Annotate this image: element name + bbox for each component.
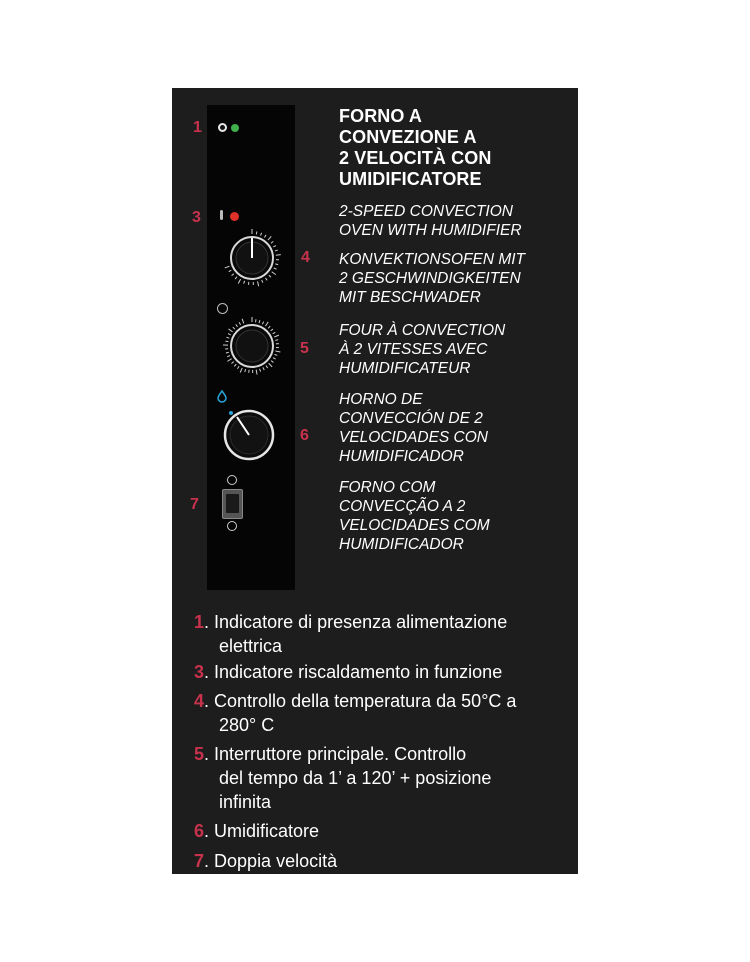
dial-tick bbox=[274, 354, 277, 355]
dial-tick bbox=[274, 268, 277, 269]
dial-tick bbox=[269, 363, 272, 367]
translation-de: KONVEKTIONSOFEN MIT 2 GESCHWINDIGKEITEN MIT BESCHWADER bbox=[339, 251, 526, 306]
dial-tick bbox=[240, 368, 242, 373]
dial-tick bbox=[273, 358, 276, 359]
thermometer-icon bbox=[220, 210, 223, 220]
dial-tick bbox=[271, 361, 273, 363]
legend-item: 1. Indicatore di presenza alimentazione elettrica bbox=[194, 612, 508, 656]
dial-tick bbox=[229, 329, 233, 332]
dial-tick bbox=[226, 352, 229, 353]
dial-tick bbox=[242, 319, 244, 324]
dial-tick bbox=[239, 322, 240, 325]
dial-tick bbox=[275, 340, 278, 341]
dial-tick bbox=[233, 327, 235, 329]
dial-tick bbox=[226, 337, 229, 338]
translation-fr: FOUR À CONVECTION À 2 VITESSES AVEC HUMIDIFICATEUR bbox=[339, 322, 506, 377]
water-drop-icon bbox=[216, 390, 228, 402]
dial-tick bbox=[259, 320, 260, 323]
dial-tick bbox=[273, 246, 276, 247]
dial-tick bbox=[245, 369, 246, 372]
dial-tick bbox=[265, 322, 268, 326]
power-led bbox=[231, 124, 239, 132]
dial-tick bbox=[273, 332, 276, 334]
fan-icon bbox=[227, 475, 237, 485]
dial-tick bbox=[262, 280, 263, 283]
dial-tick bbox=[275, 351, 280, 352]
dial-tick bbox=[265, 278, 267, 280]
panel-number: 6 bbox=[300, 427, 309, 444]
dial-tick bbox=[225, 266, 230, 268]
dial-tick bbox=[274, 335, 279, 337]
translation-es: HORNO DE CONVECCIÓN DE 2 VELOCIDADES CON HUMIDIFICADOR bbox=[339, 391, 489, 465]
legend-item: 5. Interruttore principale. Controllo del tempo da 1’ a 120’ + posizione infinita bbox=[194, 744, 492, 812]
dial-tick bbox=[264, 235, 266, 238]
dial-tick bbox=[271, 329, 273, 331]
dial-tick bbox=[263, 367, 264, 370]
dial-tick bbox=[275, 250, 278, 251]
dial-tick bbox=[261, 233, 262, 236]
panel-number: 3 bbox=[192, 209, 201, 226]
dial-tick bbox=[260, 369, 261, 372]
dial-tick bbox=[238, 279, 240, 283]
dial-tick bbox=[231, 362, 233, 364]
dial-tick bbox=[268, 236, 271, 240]
power-indicator-icon bbox=[218, 123, 227, 132]
dial-tick bbox=[237, 366, 239, 369]
fan-icon bbox=[227, 521, 237, 531]
product-title: FORNO A CONVEZIONE A 2 VELOCITÀ CON UMIDIFICATORE bbox=[339, 106, 492, 189]
dial-tick bbox=[276, 255, 281, 256]
dial-tick bbox=[228, 334, 231, 335]
panel-number: 4 bbox=[301, 249, 310, 266]
dial-tick bbox=[244, 281, 245, 284]
dial-tick bbox=[234, 364, 236, 366]
dial-tick bbox=[272, 272, 276, 275]
dial-tick bbox=[269, 275, 271, 277]
dial-tick bbox=[266, 366, 268, 368]
dial-tick bbox=[227, 356, 230, 357]
dial-tick bbox=[275, 264, 278, 265]
panel-number: 7 bbox=[190, 496, 199, 513]
temperature-knob[interactable] bbox=[215, 220, 295, 300]
dial-tick bbox=[236, 324, 238, 326]
dial-tick bbox=[232, 274, 234, 276]
dial-tick bbox=[271, 241, 273, 243]
humidifier-knob[interactable] bbox=[217, 405, 287, 465]
dial-tick bbox=[235, 277, 237, 279]
dial-tick bbox=[225, 341, 228, 342]
legend-item: 7. Doppia velocità bbox=[194, 851, 338, 871]
translation-pt: FORNO COM CONVECÇÃO A 2 VELOCIDADES COM HUMIDIFICADOR bbox=[339, 479, 490, 553]
dial-tick bbox=[227, 359, 231, 362]
legend-item: 6. Umidificatore bbox=[194, 821, 320, 841]
panel-number: 5 bbox=[300, 340, 309, 357]
legend-item: 3. Indicatore riscaldamento in funzione bbox=[194, 662, 503, 682]
dial-tick bbox=[258, 281, 259, 286]
legend-item: 4. Controllo della temperatura da 50°C a 280° C bbox=[194, 691, 517, 735]
dial-tick bbox=[268, 326, 270, 328]
translation-en: 2-SPEED CONVECTION OVEN WITH HUMIDIFIER bbox=[339, 203, 522, 239]
panel-number: 1 bbox=[193, 119, 202, 136]
dial-tick bbox=[256, 231, 257, 234]
dial-tick bbox=[229, 270, 232, 272]
dial-tick bbox=[256, 370, 257, 375]
timer-knob[interactable] bbox=[213, 308, 293, 388]
dial-tick bbox=[262, 322, 263, 325]
speed-switch[interactable] bbox=[222, 489, 243, 519]
